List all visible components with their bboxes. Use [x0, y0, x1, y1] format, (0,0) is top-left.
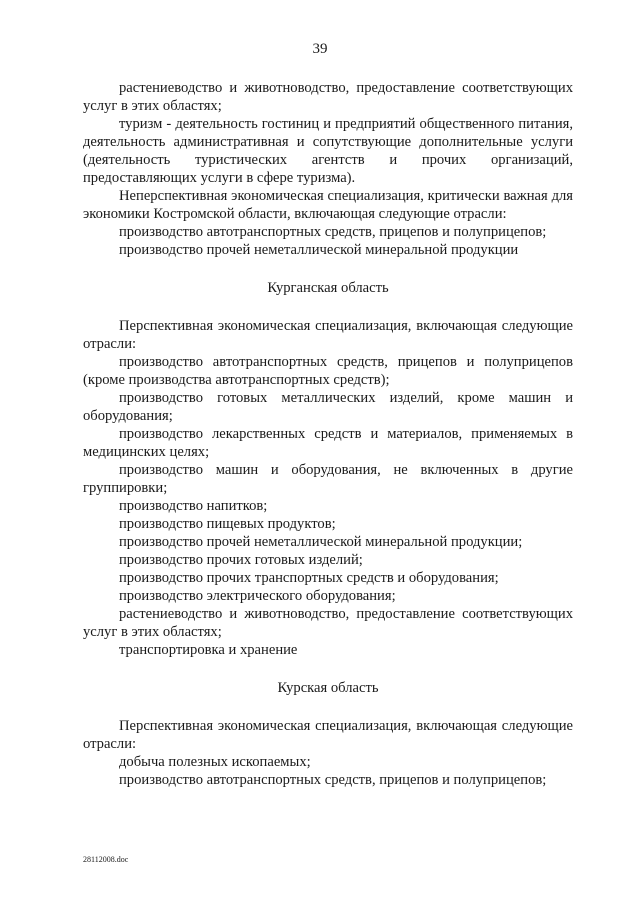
paragraph: производство прочей неметаллической минеральной продукции; — [119, 534, 523, 550]
paragraph: производство машин и оборудования, не включенных в другие группировки; — [83, 462, 573, 496]
paragraph: транспортировка и хранение — [119, 642, 298, 658]
paragraph: производство напитков; — [119, 498, 268, 514]
paragraph: производство автотранспортных средств, прицепов и полуприцепов (кроме производства автотранспортных средств); — [83, 354, 573, 388]
paragraph: Перспективная экономическая специализация, включающая следующие отрасли: — [83, 718, 573, 752]
paragraph: производство лекарственных средств и материалов, применяемых в медицинских целях; — [83, 426, 573, 460]
document-body — [83, 79, 573, 789]
section-heading-kursk: Курская область — [277, 680, 379, 696]
paragraph: производство готовых металлических изделий, кроме машин и оборудования; — [83, 390, 573, 424]
paragraph: туризм - деятельность гостиниц и предприятий общественного питания, деятельность административная и сопутствующие дополнительные услуги (деятельность туристических агентств и прочих организаций, предоставляющих услуги в сфере туризма). — [83, 116, 573, 186]
paragraph: производство прочих транспортных средств и оборудования; — [119, 570, 499, 586]
paragraph: производство электрического оборудования; — [119, 588, 396, 604]
paragraph: добыча полезных ископаемых; — [119, 754, 311, 770]
paragraph: Неперспективная экономическая специализация, критически важная для экономики Костромской области, включающая следующие отрасли: — [83, 188, 573, 222]
paragraph: производство прочих готовых изделий; — [119, 552, 363, 568]
paragraph: производство автотранспортных средств, прицепов и полуприцепов; — [119, 224, 547, 240]
paragraph: растениеводство и животноводство, предоставление соответствующих услуг в этих областях; — [83, 80, 573, 114]
paragraph: производство прочей неметаллической минеральной продукции — [119, 242, 519, 258]
footer-filename: 28112008.doc — [83, 855, 129, 864]
paragraph: производство автотранспортных средств, прицепов и полуприцепов; — [119, 772, 547, 788]
paragraph: растениеводство и животноводство, предоставление соответствующих услуг в этих областях; — [83, 606, 573, 640]
page-number: 39 — [312, 41, 328, 57]
section-heading-kurgan: Курганская область — [267, 280, 389, 296]
paragraph: Перспективная экономическая специализация, включающая следующие отрасли: — [83, 318, 573, 352]
paragraph: производство пищевых продуктов; — [119, 516, 336, 532]
